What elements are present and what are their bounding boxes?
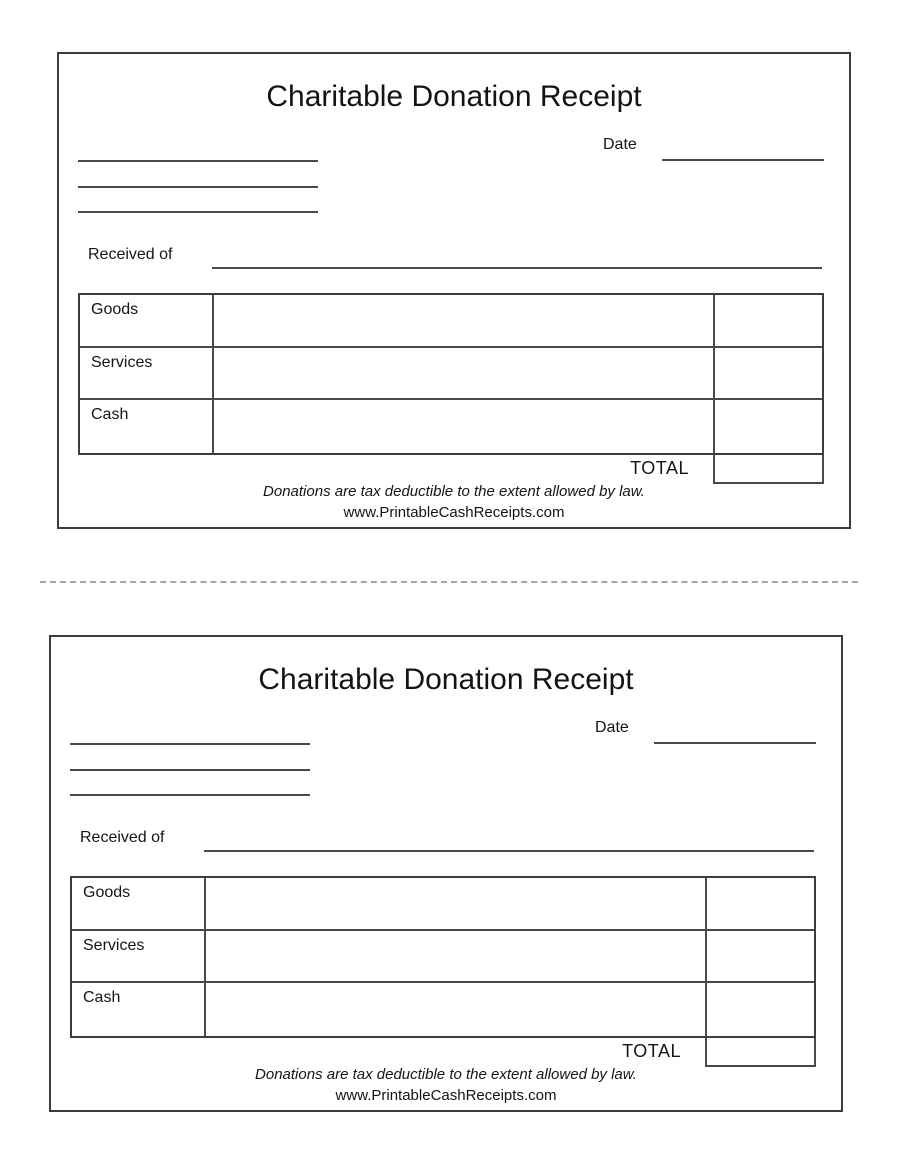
services-description-cell (214, 348, 715, 401)
services-description-cell (206, 931, 707, 984)
received-of-label: Received of (80, 829, 165, 846)
cash-description-cell (206, 983, 707, 1036)
donation-table (70, 876, 816, 1038)
row-label-services: Services (72, 931, 206, 984)
row-label-goods: Goods (80, 295, 214, 348)
goods-description-cell (206, 878, 707, 931)
row-label-services: Services (80, 348, 214, 401)
blank-write-line-1 (78, 160, 318, 162)
received-of-underline (204, 850, 814, 852)
blank-write-line-3 (70, 794, 310, 796)
row-label-cash: Cash (72, 983, 206, 1036)
disclaimer-text: Donations are tax deductible to the extent allowed by law. (255, 1066, 637, 1083)
cash-description-cell (214, 400, 715, 453)
blank-write-line-3 (78, 211, 318, 213)
receipt-title: Charitable Donation Receipt (266, 80, 642, 113)
date-underline (662, 159, 824, 161)
donation-table (78, 293, 824, 455)
date-label: Date (595, 719, 629, 736)
cash-amount-cell (707, 983, 814, 1036)
blank-write-line-2 (70, 769, 310, 771)
cut-line (40, 581, 858, 583)
row-label-goods: Goods (72, 878, 206, 931)
total-label: TOTAL (622, 1041, 681, 1061)
total-amount-box (705, 1038, 816, 1067)
date-underline (654, 742, 816, 744)
blank-write-line-2 (78, 186, 318, 188)
services-amount-cell (707, 931, 814, 984)
disclaimer-text: Donations are tax deductible to the extent allowed by law. (263, 483, 645, 500)
total-amount-box (713, 455, 824, 484)
date-label: Date (603, 136, 637, 153)
row-label-cash: Cash (80, 400, 214, 453)
website-url: www.PrintableCashReceipts.com (343, 504, 565, 521)
total-label: TOTAL (630, 458, 689, 478)
received-of-underline (212, 267, 822, 269)
services-amount-cell (715, 348, 822, 401)
website-url: www.PrintableCashReceipts.com (335, 1087, 557, 1104)
goods-description-cell (214, 295, 715, 348)
receipt-card (49, 635, 843, 1112)
receipt-title: Charitable Donation Receipt (258, 663, 634, 696)
goods-amount-cell (715, 295, 822, 348)
receipt-card (57, 52, 851, 529)
received-of-label: Received of (88, 246, 173, 263)
goods-amount-cell (707, 878, 814, 931)
blank-write-line-1 (70, 743, 310, 745)
cash-amount-cell (715, 400, 822, 453)
